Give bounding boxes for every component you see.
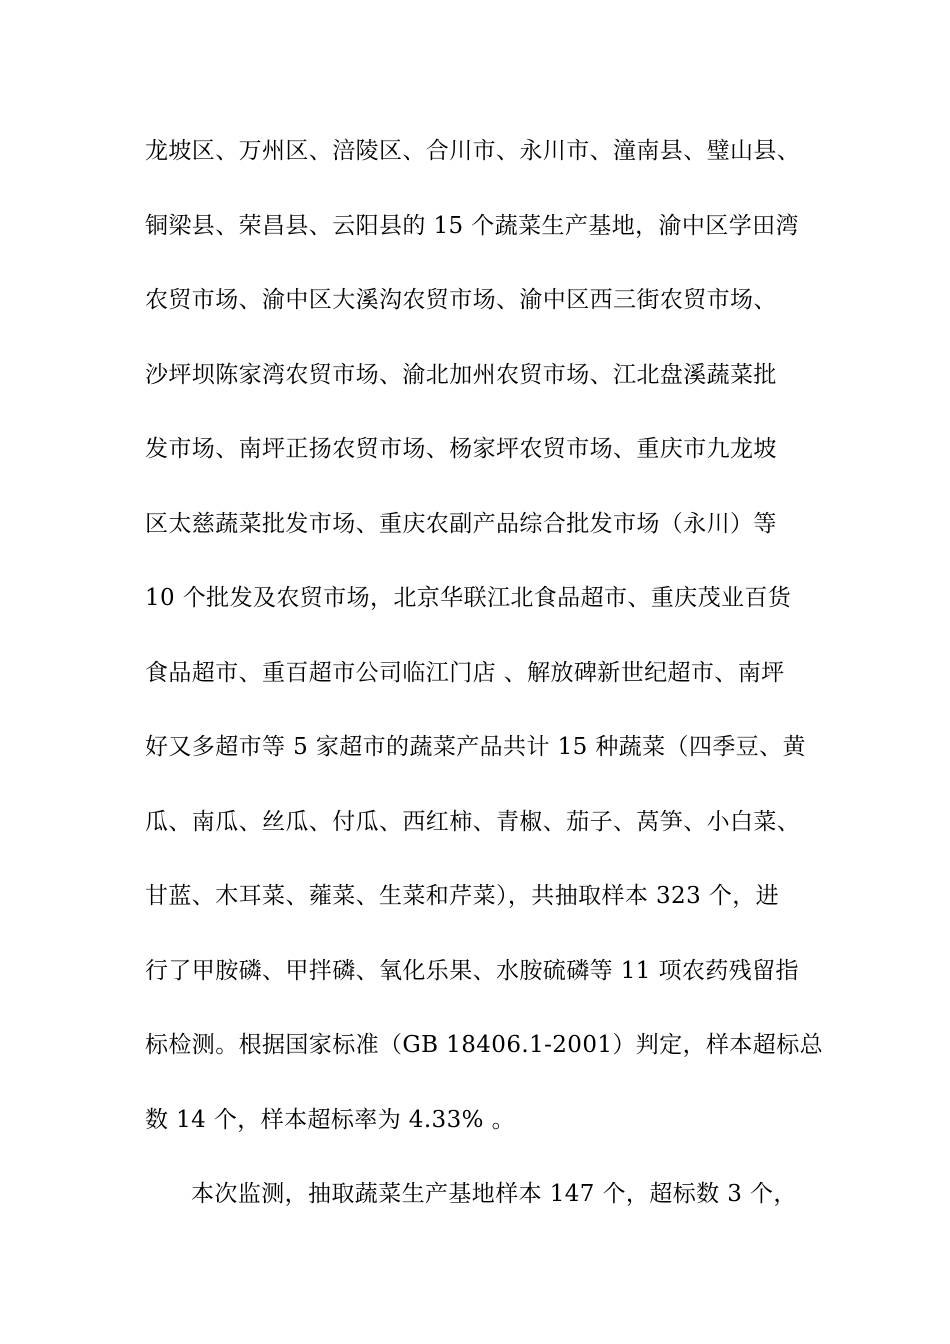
text-line: 食品超市、重百超市公司临江门店 、解放碑新世纪超市、南坪 — [145, 659, 785, 686]
text-line: 龙坡区、万州区、涪陵区、合川市、永川市、潼南县、璧山县、 — [145, 138, 801, 164]
paragraph-start-line: 本次监测，抽取蔬菜生产基地样本 147 个，超标数 3 个， — [191, 1181, 797, 1207]
text-line: 甘蓝、木耳菜、蕹菜、生菜和芹菜），共抽取样本 323 个，进 — [145, 883, 780, 909]
text-line: 好又多超市等 5 家超市的蔬菜产品共计 15 种蔬菜（四季豆、黄 — [145, 734, 806, 760]
text-line: 区太慈蔬菜批发市场、重庆农副产品综合批发市场（永川）等 — [145, 510, 777, 537]
text-line: 铜梁县、荣昌县、云阳县的 15 个蔬菜生产基地，渝中区学田湾 — [145, 212, 799, 239]
text-line: 农贸市场、渝中区大溪沟农贸市场、渝中区西三街农贸市场、 — [145, 287, 777, 313]
text-line: 行了甲胺磷、甲拌磷、氧化乐果、水胺硫磷等 11 项农药残留指 — [145, 957, 799, 984]
text-line: 10 个批发及农贸市场，北京华联江北食品超市、重庆茂业百货 — [145, 585, 792, 611]
body-text — [145, 129, 835, 1247]
text-line: 发市场、南坪正扬农贸市场、杨家坪农贸市场、重庆市九龙坡 — [145, 436, 777, 462]
text-line: 瓜、南瓜、丝瓜、付瓜、西红柿、青椒、茄子、莴笋、小白菜、 — [145, 808, 801, 835]
text-line: 沙坪坝陈家湾农贸市场、渝北加州农贸市场、江北盘溪蔬菜批 — [145, 361, 777, 388]
text-line: 数 14 个，样本超标率为 4.33% 。 — [145, 1106, 515, 1133]
text-line: 标检测。根据国家标准（GB 18406.1-2001）判定，样本超标总 — [145, 1032, 824, 1058]
